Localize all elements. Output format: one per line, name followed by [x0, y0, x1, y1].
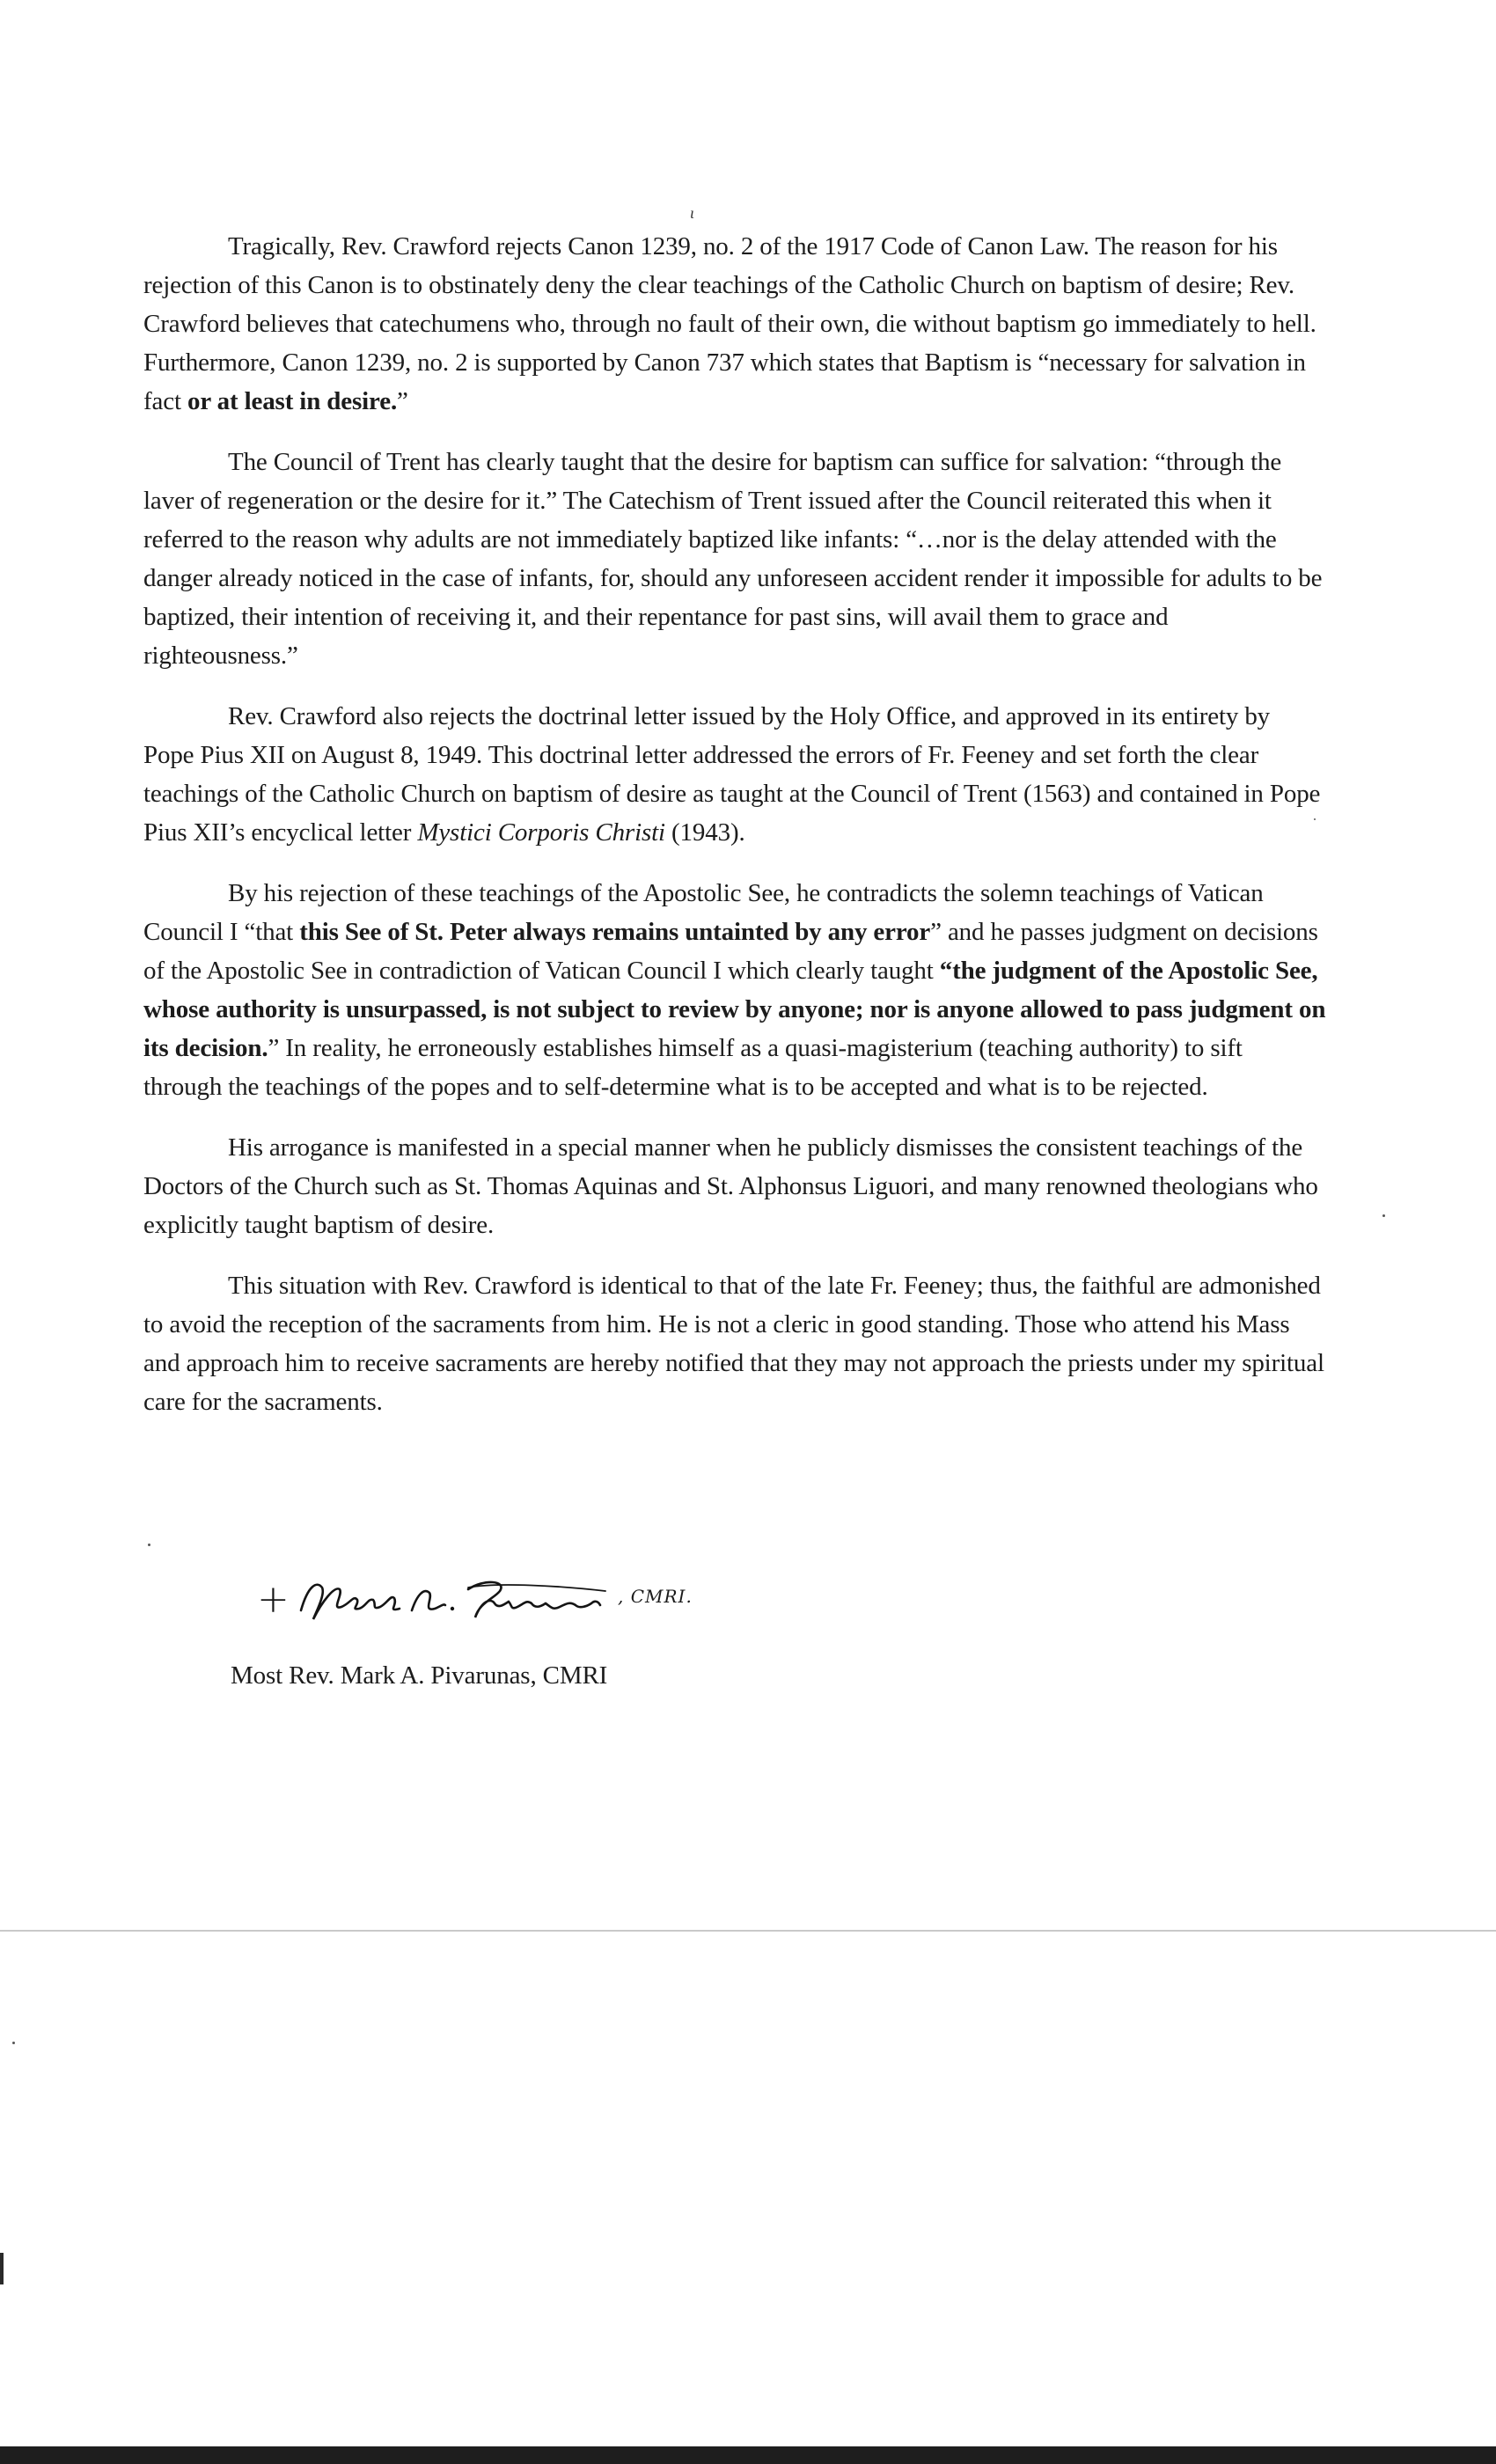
paragraph-text: (1943).: [664, 818, 745, 847]
signature-suffix: , CMRI.: [618, 1586, 693, 1607]
paragraph-text: Rev. Crawford also rejects the doctrinal letter issued by the Holy Office, and approved in its entirety by Pope Pius XII on August 8, 1949. This doctrinal letter addressed the errors of Fr. Feeney and set forth the clear teachings of the Catholic Church on baptism of desire as taught at the Council of Trent (1563) and contained in Pope Pius XII’s encyclical letter: [143, 702, 1321, 847]
scan-speck: [1314, 818, 1316, 820]
paragraph-text: His arrogance is manifested in a special manner when he publicly dismisses the consistent teachings of the Doctors of the Church such as St. Thomas Aquinas and St. Alphonsus Liguori, and many renowned theologians who explicitly taught baptism of desire.: [143, 1133, 1318, 1239]
page-fold-line: [0, 1930, 1496, 1932]
scan-speck: [12, 2042, 15, 2044]
cross-mark: +: [257, 1577, 290, 1622]
paragraph-text: The Council of Trent has clearly taught that the desire for baptism can suffice for salvation: “through the laver of regeneration or the desire for it.” The Catechism of Trent issued after the Council reiterated this when it referred to the reason why adults are not immediately baptized like infants: “…nor is the delay attended with the danger already noticed in the case of infants, for, should any unforeseen accident render it impossible for adults to be baptized, their intention of receiving it, and their repentance for past sins, will avail them to grace and righteousness.”: [143, 448, 1323, 670]
signer-name: Most Rev. Mark A. Pivarunas, CMRI: [231, 1661, 608, 1690]
paragraph-council-of-trent: [143, 443, 1326, 675]
paragraph-emphasis: “the judgment of the Apostolic See, whose authority is unsurpassed, is not subject to review by anyone; nor is anyone allowed to pass judgment on its decision.: [143, 957, 1326, 1062]
letter-body: [143, 227, 1326, 1443]
scan-edge-mark: [0, 2253, 4, 2284]
signature-scrawl: [296, 1568, 612, 1630]
scan-speck: [148, 1544, 150, 1546]
scan-speck: [1382, 1214, 1385, 1217]
paragraph-canon-1239: [143, 227, 1326, 421]
paragraph-admonition: [143, 1266, 1326, 1421]
paragraph-arrogance: [143, 1128, 1326, 1244]
paragraph-holy-office-letter: [143, 697, 1326, 852]
handwritten-signature: [257, 1568, 697, 1630]
paragraph-text: ” In reality, he erroneously establishes himself as a quasi-magisterium (teaching authority) to sift through the teachings of the popes and to self-determine what is to be accepted and what is to be rejected.: [143, 1034, 1243, 1101]
stray-pen-mark: ι: [690, 204, 695, 222]
paragraph-emphasis: this See of St. Peter always remains untainted by any error: [299, 918, 931, 946]
paragraph-text: Tragically, Rev. Crawford rejects Canon 1239, no. 2 of the 1917 Code of Canon Law. The reason for his rejection of this Canon is to obstinately deny the clear teachings of the Catholic Church on baptism of desire; Rev. Crawford believes that catechumens who, through no fault of their own, die without baptism go immediately to hell. Furthermore, Canon 1239, no. 2 is supported by Canon 737 which states that Baptism is “necessary for salvation in fact: [143, 232, 1316, 415]
encyclical-title: Mystici Corporis Christi: [417, 818, 665, 847]
paragraph-text: ”: [397, 387, 408, 415]
paragraph-text: ” and he passes judgment on decisions of the Apostolic See in contradiction of Vatican Council I which clearly taught: [143, 918, 1318, 985]
paragraph-text: By his rejection of these teachings of the Apostolic See, he contradicts the solemn teachings of Vatican Council I “that: [143, 879, 1264, 946]
paragraph-vatican-council: [143, 874, 1326, 1106]
paragraph-text: This situation with Rev. Crawford is identical to that of the late Fr. Feeney; thus, the faithful are admonished to avoid the reception of the sacraments from him. He is not a cleric in good standing. Those who attend his Mass and approach him to receive sacraments are hereby notified that they may not approach the priests under my spiritual care for the sacraments.: [143, 1272, 1324, 1416]
paragraph-emphasis: or at least in desire.: [187, 387, 398, 415]
scanner-bottom-edge: [0, 2446, 1496, 2464]
